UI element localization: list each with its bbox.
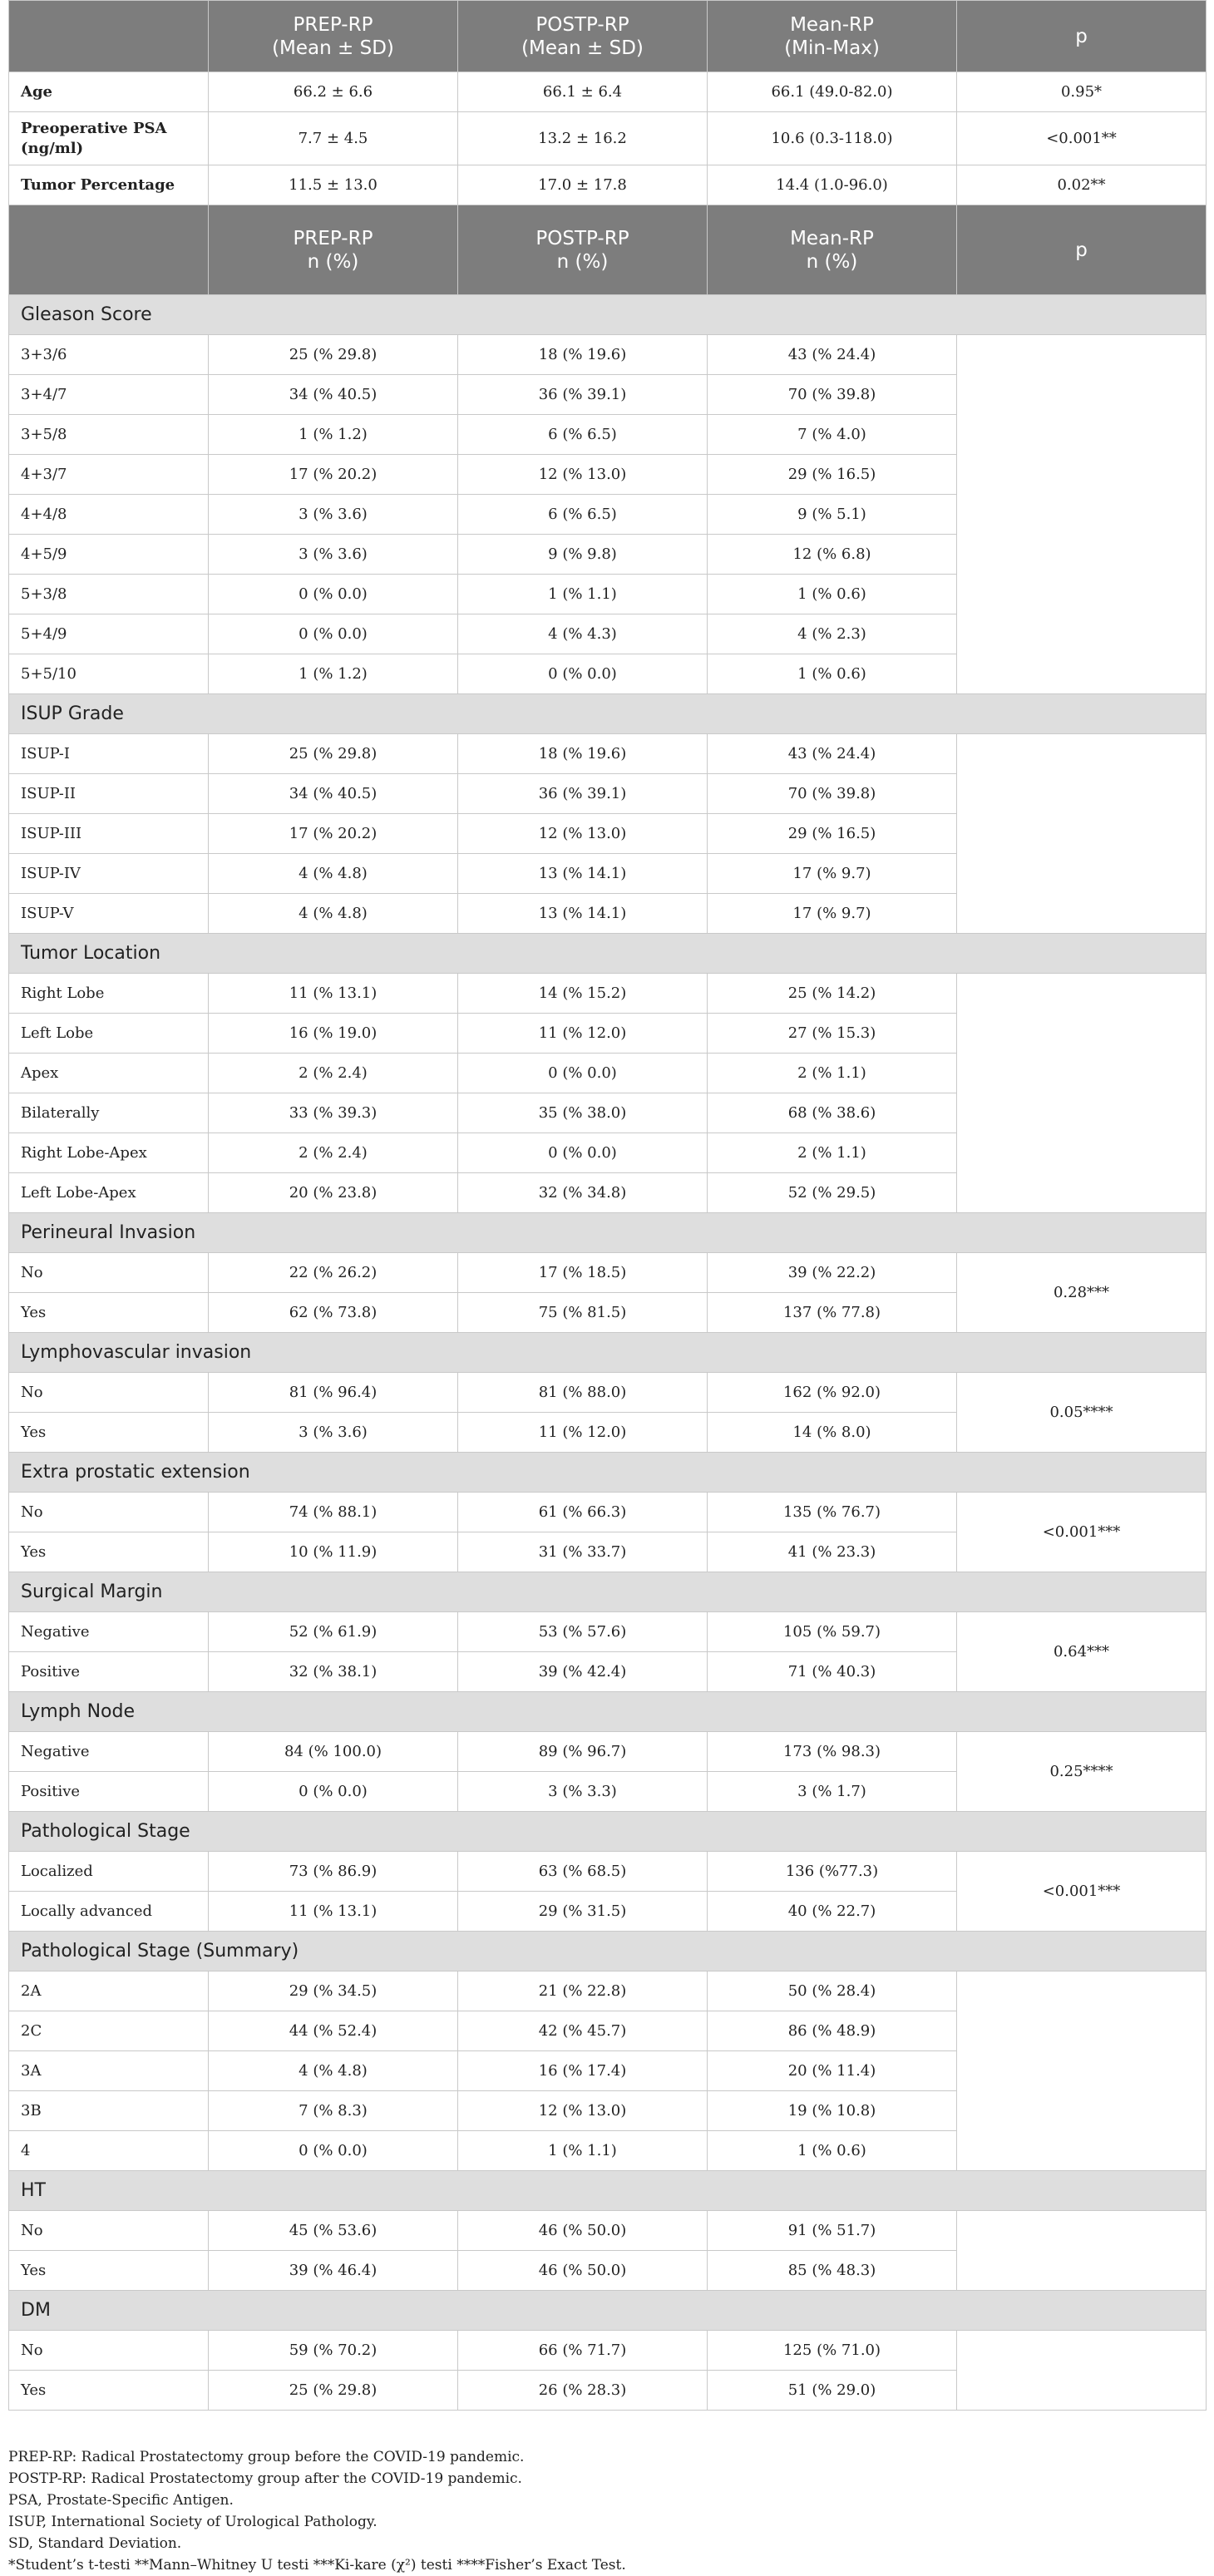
footnote-line: POSTP-RP: Radical Prostatectomy group after the COVID-19 pandemic. (8, 2470, 522, 2487)
row-label: Bilaterally (9, 1093, 209, 1133)
cell-mean: 162 (% 92.0) (708, 1373, 957, 1413)
section-title: Perineural Invasion (9, 1213, 1207, 1253)
row-label: Left Lobe-Apex (9, 1173, 209, 1213)
cell-prep: 81 (% 96.4) (209, 1373, 458, 1413)
p-value-cell (957, 734, 1207, 934)
cell-prep: 34 (% 40.5) (209, 774, 458, 814)
cell-mean: 125 (% 71.0) (708, 2331, 957, 2371)
section-header-row (9, 934, 1207, 974)
cell-mean: 173 (% 98.3) (708, 1732, 957, 1772)
footnote-line: PSA, Prostate-Specific Antigen. (8, 2492, 234, 2509)
summary-cell-prep: 7.7 ± 4.5 (209, 112, 458, 165)
section-header-row (9, 1333, 1207, 1373)
cell-prep: 0 (% 0.0) (209, 2131, 458, 2171)
row-label: ISUP-II (9, 774, 209, 814)
cell-postp: 18 (% 19.6) (458, 335, 708, 375)
summary-row (9, 112, 1207, 165)
summary-cell-mean: 14.4 (1.0-96.0) (708, 165, 957, 205)
cell-prep: 2 (% 2.4) (209, 1054, 458, 1093)
cell-prep: 7 (% 8.3) (209, 2091, 458, 2131)
table-row (9, 1971, 1207, 2011)
section-header-row (9, 1572, 1207, 1612)
p-value-cell: 0.64*** (957, 1612, 1207, 1692)
cell-postp: 14 (% 15.2) (458, 974, 708, 1014)
summary-header-cell: POSTP-RP (Mean ± SD) (458, 1, 708, 72)
p-value-cell (957, 2211, 1207, 2291)
section-header-row (9, 1932, 1207, 1971)
cell-prep: 22 (% 26.2) (209, 1253, 458, 1293)
category-header-cell: POSTP-RP n (%) (458, 205, 708, 295)
cell-postp: 9 (% 9.8) (458, 535, 708, 575)
row-label: Yes (9, 1532, 209, 1572)
cell-mean: 40 (% 22.7) (708, 1892, 957, 1932)
section-title: Extra prostatic extension (9, 1453, 1207, 1493)
cell-prep: 73 (% 86.9) (209, 1852, 458, 1892)
row-label: Right Lobe-Apex (9, 1133, 209, 1173)
cell-mean: 135 (% 76.7) (708, 1493, 957, 1532)
row-label: No (9, 1493, 209, 1532)
row-label: Localized (9, 1852, 209, 1892)
row-label: 3+3/6 (9, 335, 209, 375)
cell-prep: 3 (% 3.6) (209, 535, 458, 575)
row-label: Negative (9, 1612, 209, 1652)
cell-mean: 91 (% 51.7) (708, 2211, 957, 2251)
row-label: 4+4/8 (9, 495, 209, 535)
cell-prep: 59 (% 70.2) (209, 2331, 458, 2371)
footnote-line: *Student’s t-testi **Mann–Whitney U testi ***Ki-kare (χ²) testi ****Fisher’s Exact Test. (8, 2557, 626, 2574)
table-row (9, 1612, 1207, 1652)
cell-mean: 1 (% 0.6) (708, 575, 957, 614)
p-value-cell (957, 974, 1207, 1213)
cell-mean: 39 (% 22.2) (708, 1253, 957, 1293)
cell-prep: 10 (% 11.9) (209, 1532, 458, 1572)
table-row (9, 2331, 1207, 2371)
cell-mean: 7 (% 4.0) (708, 415, 957, 455)
cell-prep: 0 (% 0.0) (209, 614, 458, 654)
cell-mean: 70 (% 39.8) (708, 375, 957, 415)
section-title: Tumor Location (9, 934, 1207, 974)
cell-postp: 3 (% 3.3) (458, 1772, 708, 1812)
cell-prep: 17 (% 20.2) (209, 814, 458, 854)
cell-prep: 32 (% 38.1) (209, 1652, 458, 1692)
cell-prep: 44 (% 52.4) (209, 2011, 458, 2051)
table-row (9, 734, 1207, 774)
cell-prep: 1 (% 1.2) (209, 654, 458, 694)
header-corner-cell (9, 1, 209, 72)
category-header-row (9, 205, 1207, 295)
row-label: Right Lobe (9, 974, 209, 1014)
row-label: 4 (9, 2131, 209, 2171)
footnote-line: ISUP, International Society of Urological Pathology. (8, 2514, 378, 2530)
section-title: Pathological Stage (Summary) (9, 1932, 1207, 1971)
section-header-row (9, 1213, 1207, 1253)
row-label: ISUP-V (9, 894, 209, 934)
section-header-row (9, 2291, 1207, 2331)
row-label: 3B (9, 2091, 209, 2131)
cell-postp: 36 (% 39.1) (458, 375, 708, 415)
table-row (9, 335, 1207, 375)
row-label: Negative (9, 1732, 209, 1772)
section-header-row (9, 295, 1207, 335)
section-header-row (9, 1453, 1207, 1493)
cell-prep: 2 (% 2.4) (209, 1133, 458, 1173)
cell-prep: 20 (% 23.8) (209, 1173, 458, 1213)
cell-mean: 105 (% 59.7) (708, 1612, 957, 1652)
row-label: 3+4/7 (9, 375, 209, 415)
cell-postp: 46 (% 50.0) (458, 2251, 708, 2291)
summary-cell-postp: 13.2 ± 16.2 (458, 112, 708, 165)
cell-postp: 11 (% 12.0) (458, 1014, 708, 1054)
section-title: Pathological Stage (9, 1812, 1207, 1852)
cell-prep: 25 (% 29.8) (209, 734, 458, 774)
cell-prep: 34 (% 40.5) (209, 375, 458, 415)
section-header-row (9, 1812, 1207, 1852)
table-row (9, 1253, 1207, 1293)
cell-prep: 4 (% 4.8) (209, 2051, 458, 2091)
cell-mean: 19 (% 10.8) (708, 2091, 957, 2131)
row-label: ISUP-IV (9, 854, 209, 894)
summary-cell-mean: 10.6 (0.3-118.0) (708, 112, 957, 165)
row-label: 2A (9, 1971, 209, 2011)
cell-prep: 11 (% 13.1) (209, 1892, 458, 1932)
cell-postp: 6 (% 6.5) (458, 415, 708, 455)
row-label: 4+5/9 (9, 535, 209, 575)
cell-prep: 45 (% 53.6) (209, 2211, 458, 2251)
cell-prep: 16 (% 19.0) (209, 1014, 458, 1054)
cell-mean: 2 (% 1.1) (708, 1054, 957, 1093)
summary-cell-postp: 66.1 ± 6.4 (458, 72, 708, 112)
footnote-line: SD, Standard Deviation. (8, 2535, 182, 2552)
cell-postp: 26 (% 28.3) (458, 2371, 708, 2411)
cell-mean: 51 (% 29.0) (708, 2371, 957, 2411)
cell-mean: 29 (% 16.5) (708, 814, 957, 854)
cell-postp: 35 (% 38.0) (458, 1093, 708, 1133)
cell-postp: 13 (% 14.1) (458, 854, 708, 894)
cell-postp: 1 (% 1.1) (458, 2131, 708, 2171)
table-row (9, 1852, 1207, 1892)
section-title: Gleason Score (9, 295, 1207, 335)
summary-row-label: Preoperative PSA (ng/ml) (9, 112, 209, 165)
cell-mean: 43 (% 24.4) (708, 335, 957, 375)
cell-mean: 41 (% 23.3) (708, 1532, 957, 1572)
cell-prep: 33 (% 39.3) (209, 1093, 458, 1133)
cell-mean: 17 (% 9.7) (708, 854, 957, 894)
cell-mean: 68 (% 38.6) (708, 1093, 957, 1133)
table-row (9, 1732, 1207, 1772)
cell-postp: 11 (% 12.0) (458, 1413, 708, 1453)
cell-postp: 0 (% 0.0) (458, 654, 708, 694)
cell-postp: 17 (% 18.5) (458, 1253, 708, 1293)
p-value-cell (957, 2331, 1207, 2411)
table-row (9, 1493, 1207, 1532)
cell-mean: 86 (% 48.9) (708, 2011, 957, 2051)
cell-postp: 29 (% 31.5) (458, 1892, 708, 1932)
cell-mean: 85 (% 48.3) (708, 2251, 957, 2291)
cell-postp: 12 (% 13.0) (458, 814, 708, 854)
cell-prep: 39 (% 46.4) (209, 2251, 458, 2291)
summary-cell-p: <0.001** (957, 112, 1207, 165)
row-label: ISUP-I (9, 734, 209, 774)
row-label: ISUP-III (9, 814, 209, 854)
cell-prep: 25 (% 29.8) (209, 2371, 458, 2411)
cell-postp: 39 (% 42.4) (458, 1652, 708, 1692)
summary-header-row (9, 1, 1207, 72)
cell-postp: 61 (% 66.3) (458, 1493, 708, 1532)
section-title: Lymph Node (9, 1692, 1207, 1732)
table-row (9, 2211, 1207, 2251)
cell-postp: 36 (% 39.1) (458, 774, 708, 814)
cell-mean: 1 (% 0.6) (708, 654, 957, 694)
row-label: No (9, 2211, 209, 2251)
row-label: 5+4/9 (9, 614, 209, 654)
cell-postp: 66 (% 71.7) (458, 2331, 708, 2371)
cell-mean: 137 (% 77.8) (708, 1293, 957, 1333)
p-value-cell: <0.001*** (957, 1852, 1207, 1932)
cell-mean: 70 (% 39.8) (708, 774, 957, 814)
results-table (8, 0, 1207, 2411)
cell-prep: 3 (% 3.6) (209, 1413, 458, 1453)
row-label: Yes (9, 1413, 209, 1453)
cell-postp: 18 (% 19.6) (458, 734, 708, 774)
cell-prep: 0 (% 0.0) (209, 575, 458, 614)
cell-prep: 25 (% 29.8) (209, 335, 458, 375)
cell-mean: 43 (% 24.4) (708, 734, 957, 774)
cell-postp: 81 (% 88.0) (458, 1373, 708, 1413)
header-corner-cell (9, 205, 209, 295)
cell-prep: 1 (% 1.2) (209, 415, 458, 455)
section-title: HT (9, 2171, 1207, 2211)
table-row (9, 1373, 1207, 1413)
cell-postp: 21 (% 22.8) (458, 1971, 708, 2011)
cell-postp: 32 (% 34.8) (458, 1173, 708, 1213)
row-label: 3A (9, 2051, 209, 2091)
summary-header-cell: Mean-RP (Min-Max) (708, 1, 957, 72)
cell-postp: 4 (% 4.3) (458, 614, 708, 654)
p-value-cell (957, 1971, 1207, 2171)
category-header-cell: Mean-RP n (%) (708, 205, 957, 295)
row-label: Positive (9, 1652, 209, 1692)
cell-prep: 74 (% 88.1) (209, 1493, 458, 1532)
cell-prep: 17 (% 20.2) (209, 455, 458, 495)
summary-header-cell: p (957, 1, 1207, 72)
cell-mean: 17 (% 9.7) (708, 894, 957, 934)
cell-postp: 16 (% 17.4) (458, 2051, 708, 2091)
cell-postp: 63 (% 68.5) (458, 1852, 708, 1892)
summary-row (9, 72, 1207, 112)
row-label: 4+3/7 (9, 455, 209, 495)
row-label: Locally advanced (9, 1892, 209, 1932)
section-title: Surgical Margin (9, 1572, 1207, 1612)
footnote-line: PREP-RP: Radical Prostatectomy group before the COVID-19 pandemic. (8, 2449, 525, 2465)
row-label: Apex (9, 1054, 209, 1093)
summary-cell-postp: 17.0 ± 17.8 (458, 165, 708, 205)
cell-prep: 84 (% 100.0) (209, 1732, 458, 1772)
cell-mean: 52 (% 29.5) (708, 1173, 957, 1213)
cell-mean: 25 (% 14.2) (708, 974, 957, 1014)
row-label: 3+5/8 (9, 415, 209, 455)
row-label: Left Lobe (9, 1014, 209, 1054)
cell-mean: 29 (% 16.5) (708, 455, 957, 495)
cell-postp: 12 (% 13.0) (458, 455, 708, 495)
cell-postp: 31 (% 33.7) (458, 1532, 708, 1572)
p-value-cell: 0.05**** (957, 1373, 1207, 1453)
cell-mean: 4 (% 2.3) (708, 614, 957, 654)
cell-postp: 75 (% 81.5) (458, 1293, 708, 1333)
cell-prep: 3 (% 3.6) (209, 495, 458, 535)
summary-cell-prep: 66.2 ± 6.6 (209, 72, 458, 112)
p-value-cell: 0.28*** (957, 1253, 1207, 1333)
cell-mean: 50 (% 28.4) (708, 1971, 957, 2011)
row-label: No (9, 2331, 209, 2371)
p-value-cell: <0.001*** (957, 1493, 1207, 1572)
row-label: 2C (9, 2011, 209, 2051)
cell-postp: 42 (% 45.7) (458, 2011, 708, 2051)
cell-postp: 46 (% 50.0) (458, 2211, 708, 2251)
summary-header-cell: PREP-RP (Mean ± SD) (209, 1, 458, 72)
category-header-cell: PREP-RP n (%) (209, 205, 458, 295)
summary-row-label: Tumor Percentage (9, 165, 209, 205)
cell-mean: 20 (% 11.4) (708, 2051, 957, 2091)
row-label: Positive (9, 1772, 209, 1812)
cell-prep: 29 (% 34.5) (209, 1971, 458, 2011)
cell-prep: 4 (% 4.8) (209, 894, 458, 934)
cell-postp: 53 (% 57.6) (458, 1612, 708, 1652)
summary-cell-p: 0.02** (957, 165, 1207, 205)
row-label: Yes (9, 2251, 209, 2291)
cell-postp: 0 (% 0.0) (458, 1133, 708, 1173)
footnotes (8, 2446, 1206, 2576)
section-title: ISUP Grade (9, 694, 1207, 734)
p-value-cell: 0.25**** (957, 1732, 1207, 1812)
cell-prep: 52 (% 61.9) (209, 1612, 458, 1652)
section-header-row (9, 694, 1207, 734)
section-title: Lymphovascular invasion (9, 1333, 1207, 1373)
row-label: Yes (9, 2371, 209, 2411)
cell-prep: 0 (% 0.0) (209, 1772, 458, 1812)
cell-prep: 11 (% 13.1) (209, 974, 458, 1014)
cell-mean: 27 (% 15.3) (708, 1014, 957, 1054)
cell-postp: 13 (% 14.1) (458, 894, 708, 934)
summary-row-label: Age (9, 72, 209, 112)
cell-mean: 9 (% 5.1) (708, 495, 957, 535)
section-title: DM (9, 2291, 1207, 2331)
cell-mean: 3 (% 1.7) (708, 1772, 957, 1812)
cell-postp: 0 (% 0.0) (458, 1054, 708, 1093)
cell-mean: 12 (% 6.8) (708, 535, 957, 575)
cell-mean: 71 (% 40.3) (708, 1652, 957, 1692)
cell-mean: 136 (%77.3) (708, 1852, 957, 1892)
cell-postp: 12 (% 13.0) (458, 2091, 708, 2131)
cell-postp: 89 (% 96.7) (458, 1732, 708, 1772)
cell-mean: 2 (% 1.1) (708, 1133, 957, 1173)
row-label: No (9, 1253, 209, 1293)
section-header-row (9, 1692, 1207, 1732)
category-header-cell: p (957, 205, 1207, 295)
summary-cell-p: 0.95* (957, 72, 1207, 112)
cell-prep: 4 (% 4.8) (209, 854, 458, 894)
row-label: 5+5/10 (9, 654, 209, 694)
cell-postp: 1 (% 1.1) (458, 575, 708, 614)
summary-cell-prep: 11.5 ± 13.0 (209, 165, 458, 205)
row-label: Yes (9, 1293, 209, 1333)
section-header-row (9, 2171, 1207, 2211)
p-value-cell (957, 335, 1207, 694)
summary-row (9, 165, 1207, 205)
table-row (9, 974, 1207, 1014)
summary-cell-mean: 66.1 (49.0-82.0) (708, 72, 957, 112)
cell-mean: 14 (% 8.0) (708, 1413, 957, 1453)
cell-postp: 6 (% 6.5) (458, 495, 708, 535)
row-label: 5+3/8 (9, 575, 209, 614)
row-label: No (9, 1373, 209, 1413)
cell-mean: 1 (% 0.6) (708, 2131, 957, 2171)
cell-prep: 62 (% 73.8) (209, 1293, 458, 1333)
